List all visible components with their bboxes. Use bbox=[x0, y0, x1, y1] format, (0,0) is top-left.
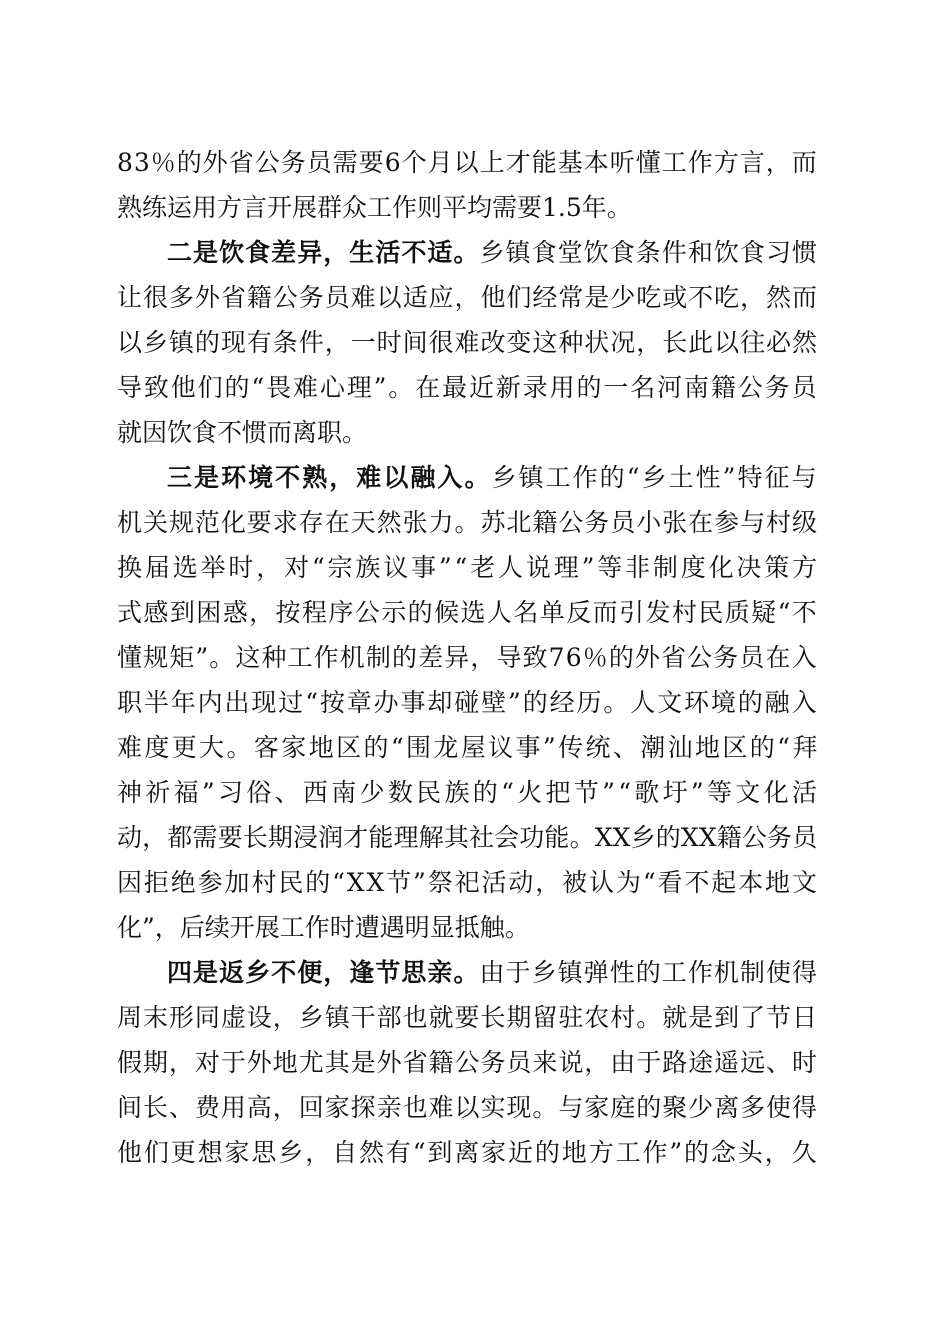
line-text: 神祈福”习俗、西南少数民族的“火把节”“歌圩”等文化活 bbox=[117, 778, 821, 807]
line-text: 懂规矩”。这种工作机制的差异，导致76％的外省公务员在入 bbox=[117, 643, 818, 672]
text-line bbox=[117, 683, 818, 723]
line-text: 间长、费用高，回家探亲也难以实现。与家庭的聚少离多使得 bbox=[117, 1093, 818, 1122]
paragraph-lead-heading: 四是返乡不便，逢节思亲。 bbox=[167, 958, 480, 987]
line-text: 因拒绝参加村民的“XX节”祭祀活动，被认为“看不起本地文 bbox=[117, 868, 819, 897]
text-line bbox=[117, 818, 817, 858]
text-line bbox=[117, 188, 632, 228]
line-text: 周末形同虚设，乡镇干部也就要长期留驻农村。就是到了节日 bbox=[117, 1003, 818, 1032]
text-line bbox=[117, 143, 818, 183]
text-line bbox=[117, 593, 818, 633]
line-text: 就因饮食不惯而离职。 bbox=[117, 418, 368, 447]
line-text: 化”，后续开展工作时遭遇明显抵触。 bbox=[117, 913, 530, 942]
text-line bbox=[117, 773, 820, 813]
text-line bbox=[117, 1043, 818, 1083]
text-line bbox=[117, 998, 818, 1038]
text-line bbox=[117, 908, 530, 948]
line-text: 职半年内出现过“按章办事却碰壁”的经历。人文环境的融入 bbox=[117, 688, 819, 717]
text-line bbox=[117, 413, 367, 453]
text-line bbox=[167, 233, 818, 273]
line-text: 熟练运用方言开展群众工作则平均需要1.5年。 bbox=[117, 193, 632, 222]
line-text: 乡镇工作的“乡土性”特征与 bbox=[491, 463, 819, 492]
line-text: 假期，对于外地尤其是外省籍公务员来说，由于路途遥远、时 bbox=[117, 1048, 818, 1077]
text-line bbox=[117, 368, 818, 408]
line-text: 式感到困惑，按程序公示的候选人名单反而引发村民质疑“不 bbox=[117, 598, 819, 627]
text-line bbox=[117, 638, 818, 678]
line-text: 让很多外省籍公务员难以适应，他们经常是少吃或不吃，然而 bbox=[117, 283, 818, 312]
line-text: 难度更大。客家地区的“围龙屋议事”传统、潮汕地区的“拜 bbox=[117, 733, 820, 762]
line-text: 乡镇食堂饮食条件和饮食习惯 bbox=[479, 238, 819, 267]
paragraph-lead-heading: 三是环境不熟，难以融入。 bbox=[167, 463, 492, 492]
text-line bbox=[167, 953, 818, 993]
text-line bbox=[117, 1133, 818, 1173]
text-line bbox=[117, 728, 820, 768]
text-line bbox=[117, 1088, 818, 1128]
text-line bbox=[117, 548, 820, 588]
line-text: 由于乡镇弹性的工作机制使得 bbox=[479, 958, 819, 987]
text-line bbox=[117, 863, 819, 903]
text-line bbox=[117, 323, 818, 363]
text-line bbox=[117, 278, 818, 318]
text-line bbox=[167, 458, 819, 498]
line-text: 以乡镇的现有条件，一时间很难改变这种状况，长此以往必然 bbox=[117, 328, 818, 357]
line-text: 83％的外省公务员需要6个月以上才能基本听懂工作方言，而 bbox=[117, 148, 818, 177]
line-text: 机关规范化要求存在天然张力。苏北籍公务员小张在参与村级 bbox=[117, 508, 818, 537]
line-text: 动，都需要长期浸润才能理解其社会功能。XX乡的XX籍公务员 bbox=[117, 823, 818, 852]
line-text: 换届选举时，对“宗族议事”“老人说理”等非制度化决策方 bbox=[117, 553, 820, 582]
line-text: 他们更想家思乡，自然有“到离家近的地方工作”的念头，久 bbox=[117, 1138, 819, 1167]
text-line bbox=[117, 503, 818, 543]
line-text: 导致他们的“畏难心理”。在最近新录用的一名河南籍公务员 bbox=[117, 373, 819, 402]
paragraph-lead-heading: 二是饮食差异，生活不适。 bbox=[167, 238, 480, 267]
